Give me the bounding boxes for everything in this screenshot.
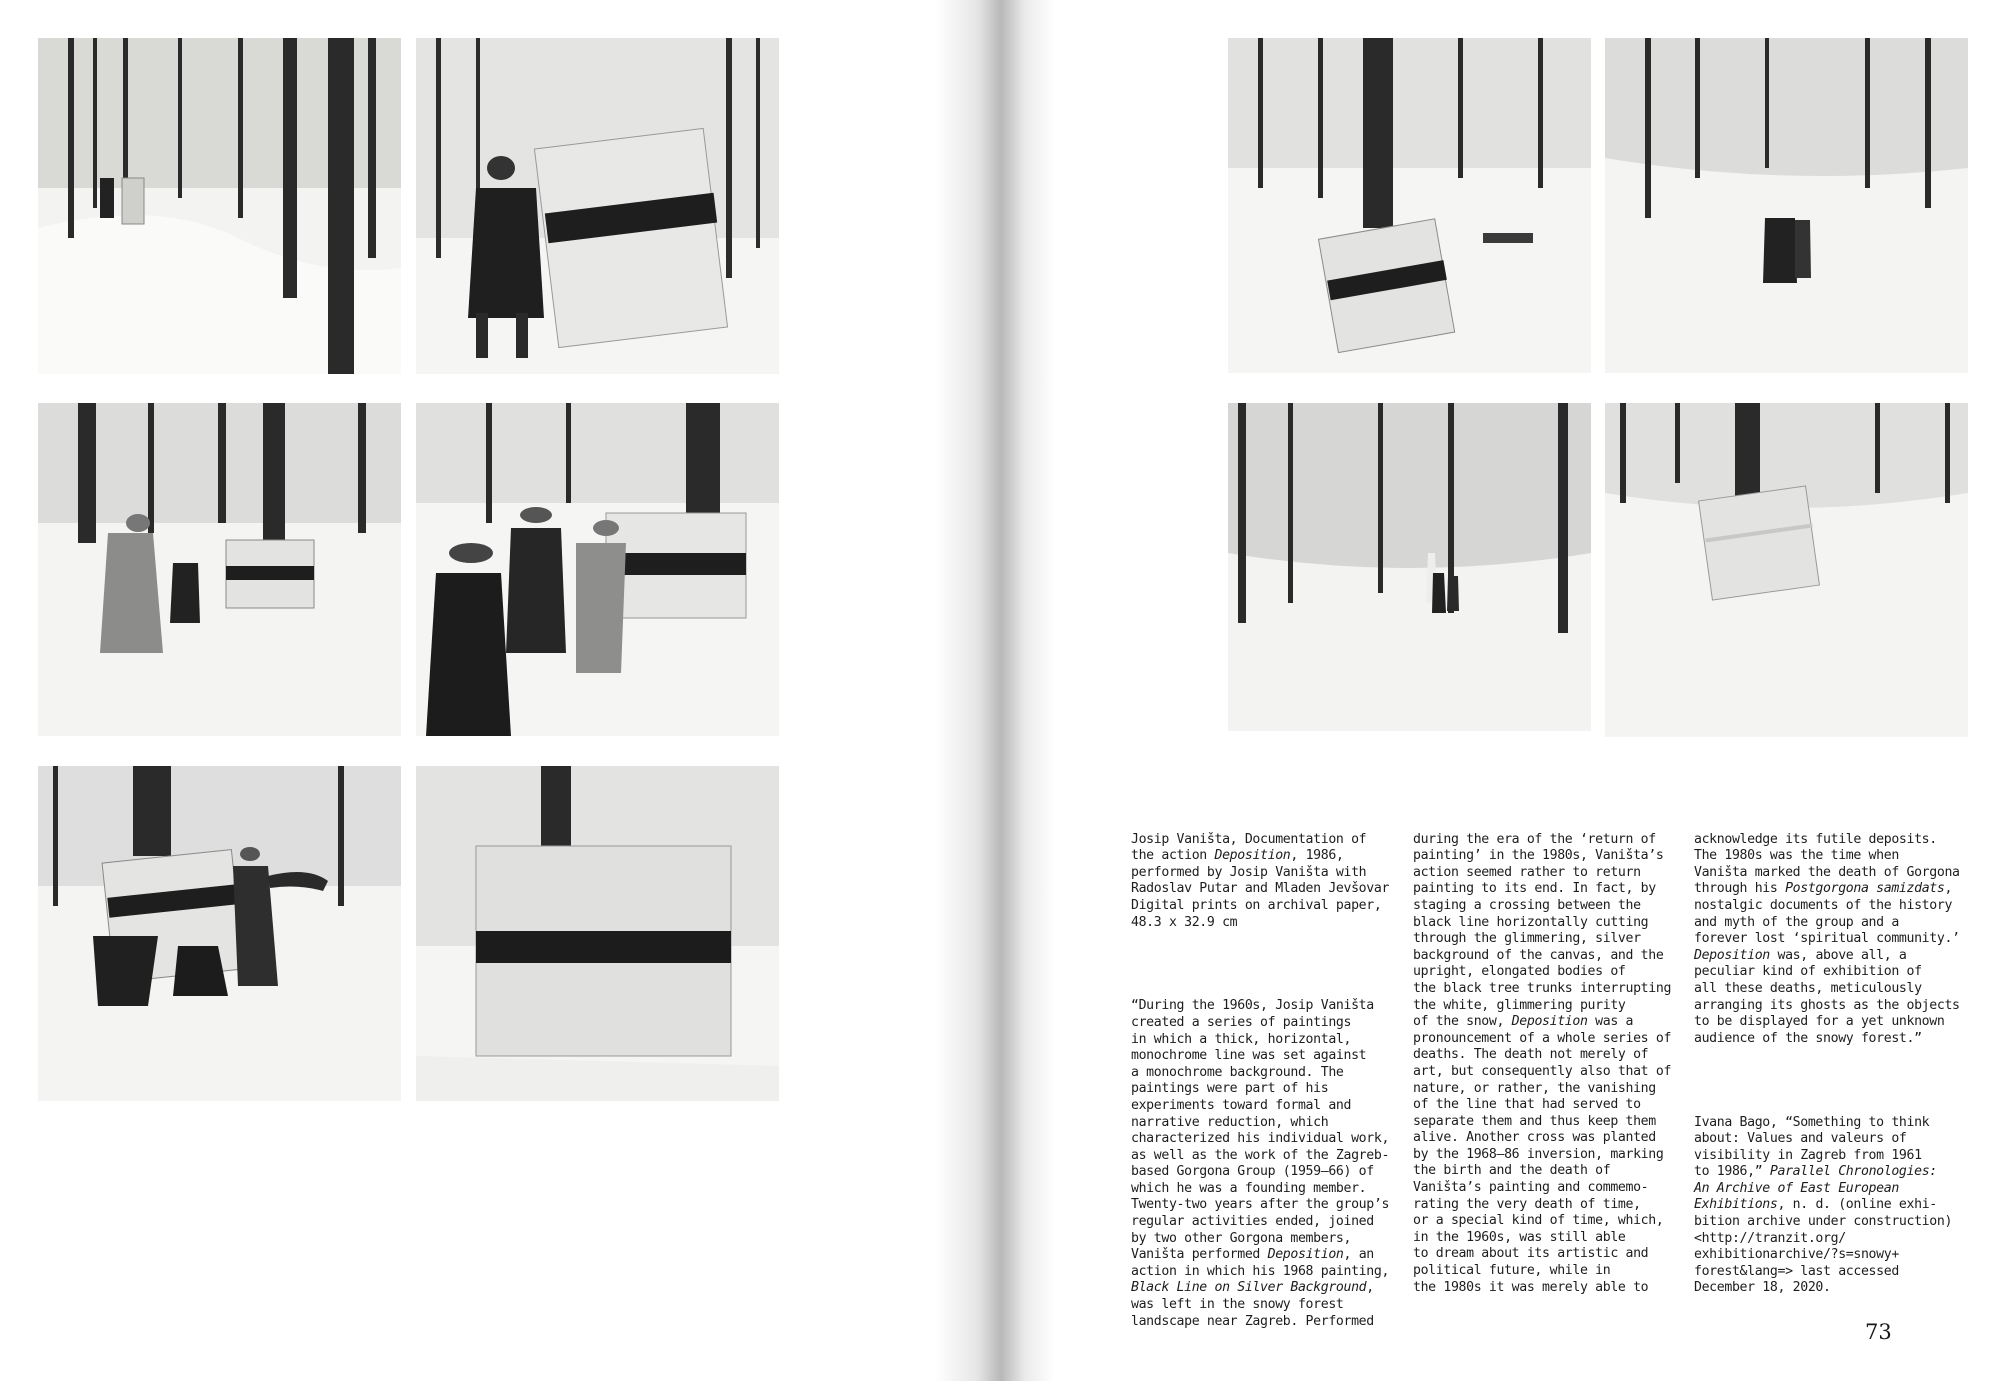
- paragraph-gap: [1131, 948, 1413, 982]
- text-column-3: [1694, 815, 1976, 1314]
- photo-canvas-tilted-in-snow: [1228, 38, 1591, 373]
- photo-canvas-standing-closeup: [416, 766, 779, 1101]
- photo-figures-on-forest-slope: [1605, 38, 1968, 373]
- photo-man-carrying-canvas-closeup: [416, 38, 779, 374]
- paragraph-gap: [1694, 1064, 1976, 1098]
- essay-col1-part-b: , an action in which his 1968 painting,: [1131, 1247, 1390, 1279]
- essay-col1-part-c: , was left in the snowy forest landscape near Zagreb. Performed: [1131, 1280, 1374, 1329]
- essay-paragraph-1: [1131, 998, 1413, 1330]
- page-number: 73: [1865, 1320, 1892, 1344]
- essay-col3-em-2: Deposition: [1694, 947, 1770, 963]
- text-column-2: [1413, 815, 1695, 1313]
- essay-col3-part-c: was, above all, a peculiar kind of exhibition of all these deaths, meticulously arranging its ghosts as the objects to be displayed for a yet unknown audience of the snowy forest.”: [1694, 947, 1960, 1046]
- photo-men-planting-canvas-in-snow: [38, 766, 401, 1101]
- essay-col1-em-1: Deposition: [1267, 1247, 1344, 1263]
- essay-paragraph-3: [1694, 832, 1976, 1048]
- caption-work-title: Deposition: [1214, 848, 1291, 864]
- essay-col1-em-2: Black Line on Silver Background: [1131, 1280, 1367, 1296]
- photo-canvas-faded-in-snow: [1605, 403, 1968, 737]
- essay-paragraph-2: [1413, 832, 1695, 1297]
- essay-col2-part-b: was a pronouncement of a whole series of deaths. The death not merely of art, but consequently also that of nature, or rather, the vanishing of the line that had served to separate them and thus keep them alive. Another cross was planted by the 1968–86 inversion, marking the birth and the death of Vaništa’s painting and commemo- rating the very death of time, or a special kind of time, which, in the 1960s, was still able to dream about its artistic and political future, while in the 1980s it was merely able to: [1413, 1014, 1672, 1295]
- citation-source-title: Parallel Chronologies: An Archive of East European Exhibitions: [1694, 1164, 1937, 1213]
- essay-col3-part-b: , nostalgic documents of the history and myth of the group and a forever lost ‘spiritual community.’: [1694, 881, 1960, 947]
- essay-col3-part-a: acknowledge its futile deposits. The 1980s was the time when Vaništa marked the death of Gorgona through his: [1694, 831, 1960, 897]
- caption-credit-line: Josip Vaništa, Documentation of: [1131, 831, 1367, 847]
- citation-part-b: , n. d. (online exhi- bition archive under construction) <http://tranzit.org/ exhibitionarchive/?s=snowy+ forest&lang=> last accessed December 18, 2020.: [1694, 1197, 1953, 1296]
- caption-credit-prefix: the action: [1131, 848, 1215, 864]
- photo-men-walking-toward-canvas: [38, 403, 401, 736]
- caption-credit-suffix: , 1986,: [1290, 848, 1344, 864]
- essay-col1-part-a: “During the 1960s, Josip Vaništa created a series of paintings in which a thick, horizontal, monochrome line was set against a monochrome background. The paintings were part of his experiments toward formal and narrative reduction, which characterized his individual work, as well as the work of the Zagreb- based Gorgona Group (1959–66) of which he was a founding member. Twenty-two years after the group’s regular activities ended, joined by two other Gorgona members, Vaništa performed: [1131, 998, 1390, 1263]
- caption-credit-rest: performed by Josip Vaništa with Radoslav Putar and Mladen Jevšovar Digital prints on archival paper, 48.3 x 32.9 cm: [1131, 864, 1390, 930]
- image-caption: [1131, 832, 1413, 932]
- left-page: [0, 0, 985, 1381]
- photo-figures-in-forest-path: [1228, 403, 1591, 731]
- essay-col2-em-1: Deposition: [1511, 1014, 1588, 1030]
- right-page: [985, 0, 2000, 1381]
- citation: [1694, 1115, 1976, 1298]
- essay-col2-part-a: during the era of the ‘return of painting’ in the 1980s, Vaništa’s action seemed rather to return painting to its end. In fact, by staging a crossing between the black line horizontally cutting through the glimmering, silver background of the canvas, and the upright, elongated bodies of the black tree trunks interrupting the white, glimmering purity of the snow,: [1413, 831, 1672, 1030]
- text-column-1: [1131, 815, 1413, 1347]
- photo-three-men-in-hats-walking: [416, 403, 779, 736]
- photo-figure-carrying-canvas-distant: [38, 38, 401, 374]
- citation-part-a: Ivana Bago, “Something to think about: Values and valeurs of visibility in Zagreb from 1961 to 1986,”: [1694, 1114, 1930, 1180]
- essay-col3-em-1: Postgorgona samizdats: [1785, 881, 1945, 897]
